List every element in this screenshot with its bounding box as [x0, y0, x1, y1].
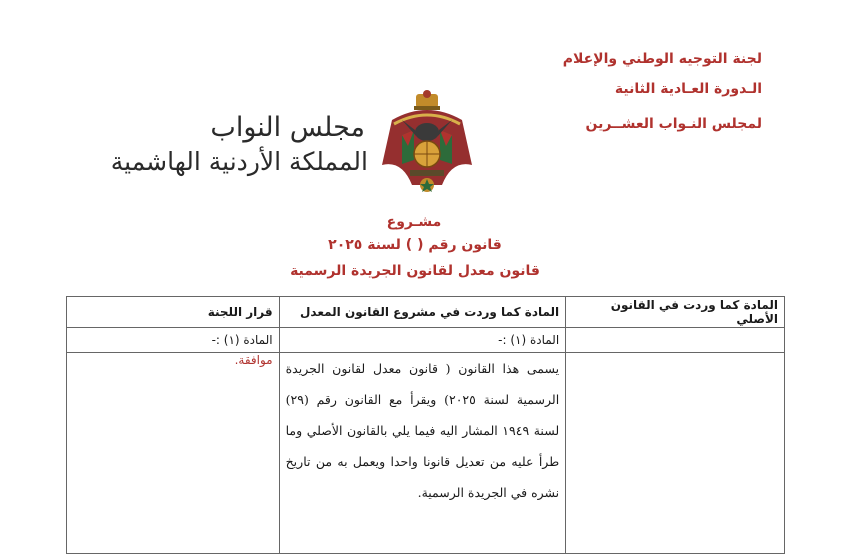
law-name: قانون معدل لقانون الجريدة الرسمية [290, 263, 540, 279]
document-titles [240, 212, 570, 284]
parliament-logo [88, 112, 368, 180]
project-label: مشـروع [386, 214, 442, 230]
original-article-cell [566, 328, 785, 353]
original-article-cell [566, 353, 785, 554]
table-row [67, 353, 785, 554]
decision-article-heading: المادة (١) :- [67, 328, 280, 353]
amended-article-text: يسمى هذا القانون ( قانون معدل لقانون الجريدة الرسمية لسنة ٢٠٢٥) ويقرأ مع القانون رقم (٢٩) لسنة ١٩٤٩ المشار اليه فيما يلي بالقانون الأصلي وما طرأ عليه من تعديل قانونا واحدا ويعمل به من تاريخ نشره في الجريدة الرسمية. [279, 353, 566, 554]
jordan-coat-of-arms-icon [372, 90, 482, 200]
committee-decision-text: موافقة. [67, 353, 280, 554]
session-name: الـدورة العـادية الثانية [614, 81, 762, 97]
table-row [67, 328, 785, 353]
committee-name: لجنة التوجيه الوطني والإعلام [562, 51, 762, 67]
parliament-term: لمجلس النـواب العشــرين [585, 116, 762, 132]
parliament-title: مجلس النواب [210, 112, 365, 143]
table-header-row [67, 297, 785, 328]
amended-article-heading: المادة (١) :- [279, 328, 566, 353]
header-committee-decision: قرار اللجنة [67, 297, 280, 328]
kingdom-title: المملكة الأردنية الهاشمية [110, 147, 368, 176]
committee-header [522, 50, 762, 133]
law-number: قانون رقم ( ) لسنة ٢٠٢٥ [328, 237, 502, 253]
header-original-article: المادة كما وردت في القانون الأصلي [566, 297, 785, 328]
header-amended-article: المادة كما وردت في مشروع القانون المعدل [279, 297, 566, 328]
law-comparison-table [66, 296, 785, 554]
